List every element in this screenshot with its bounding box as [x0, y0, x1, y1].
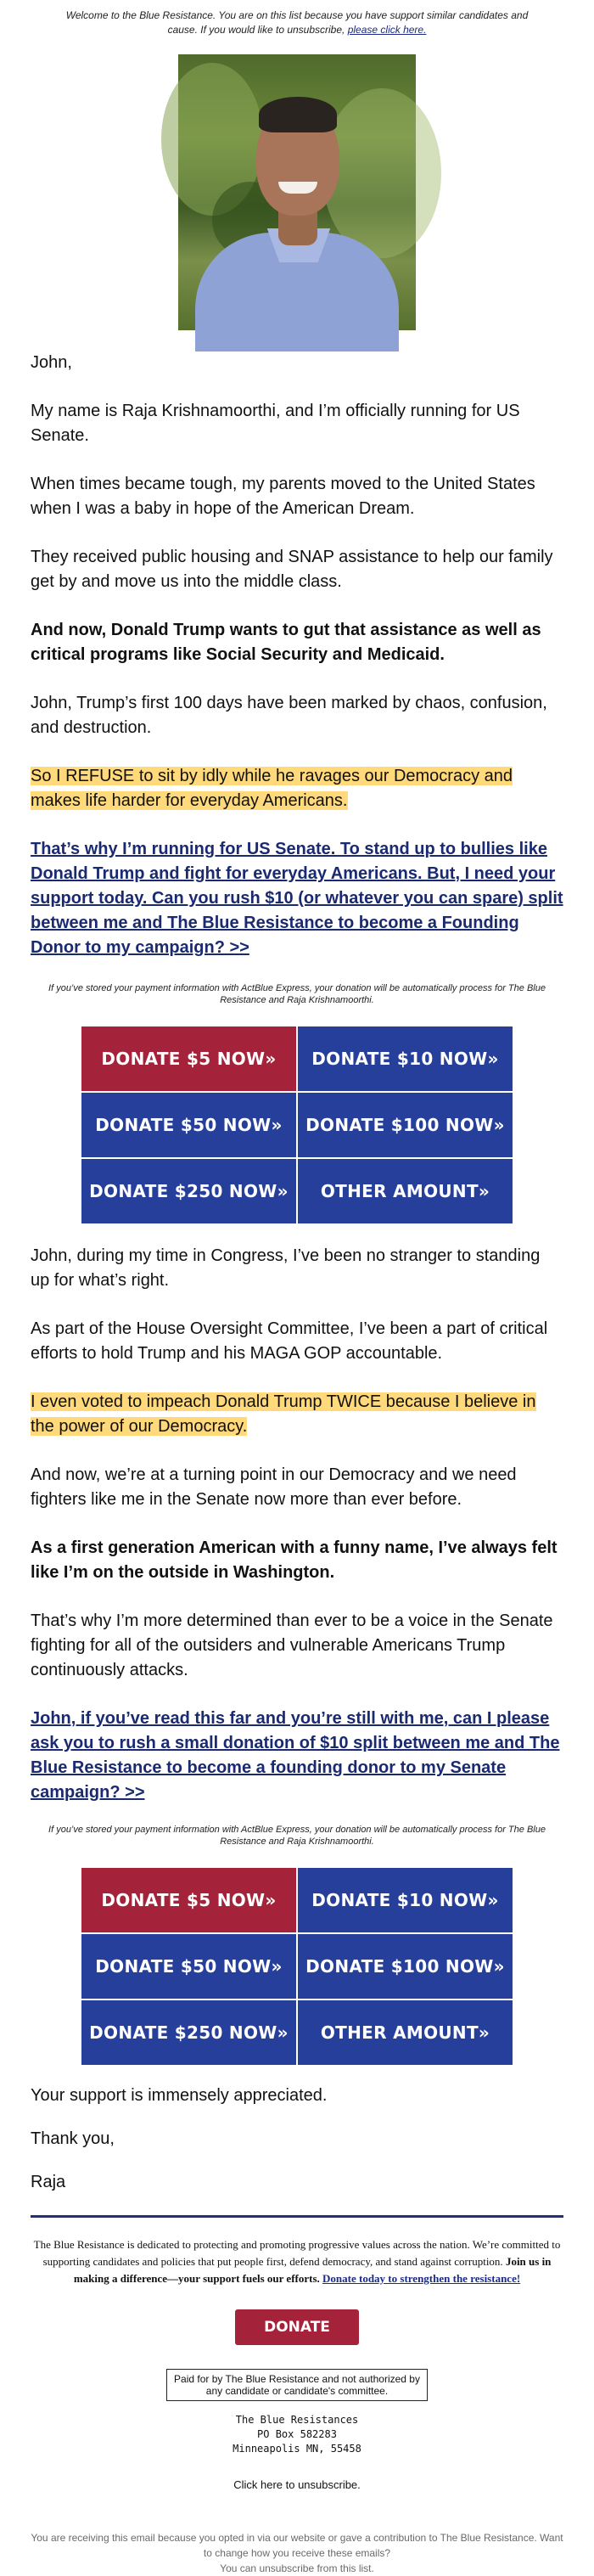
footer-donate-button[interactable]: DONATE: [235, 2309, 359, 2345]
donate-50-button[interactable]: DONATE $50 NOW»: [81, 1934, 296, 1999]
donate-250-button[interactable]: DONATE $250 NOW»: [81, 2000, 296, 2065]
paragraph-100-days: John, Trump’s first 100 days have been marked by chaos, confusion, and destruction.: [31, 694, 547, 737]
paid-for-disclaimer: Paid for by The Blue Resistance and not authorized by any candidate or candidate's committee.: [166, 2369, 428, 2401]
donate-50-button[interactable]: DONATE $50 NOW»: [81, 1093, 296, 1157]
paragraph-parents: When times became tough, my parents moved to the United States when I was a baby in hope of the American Dream.: [31, 475, 535, 518]
opt-in-note-text: You are receiving this email because you opted in via our website or gave a contribution to The Blue Resistance. Want to change how you receive these emails?: [31, 2532, 563, 2559]
paragraph-turning-point: And now, we’re at a turning point in our Democracy and we need fighters like me in the Senate now more than ever before.: [31, 1465, 517, 1509]
mission-bold: Join us in making a difference—your support fuels our efforts.: [73, 2255, 552, 2285]
unsubscribe-footer-link[interactable]: Click here to unsubscribe.: [233, 2478, 361, 2491]
closing: [0, 2084, 594, 2195]
highlight-text-impeach: I even voted to impeach Donald Trump TWICE because I believe in the power of our Democracy.: [31, 1392, 536, 1436]
city-state-zip: Minneapolis MN, 55458: [233, 2443, 361, 2455]
paragraph-congress: John, during my time in Congress, I’ve been no stranger to standing up for what’s right.: [31, 1246, 541, 1290]
candidate-photo: [178, 54, 416, 330]
donate-other-button[interactable]: OTHER AMOUNT»: [298, 1159, 513, 1223]
paragraph-trump-cuts: And now, Donald Trump wants to gut that assistance as well as critical programs like Social Security and Medicaid.: [31, 621, 541, 664]
donate-other-button[interactable]: OTHER AMOUNT»: [298, 2000, 513, 2065]
paragraph-first-generation: As a first generation American with a funny name, I’ve always felt like I’m on the outside in Washington.: [31, 1538, 558, 1582]
paragraph-assistance: They received public housing and SNAP assistance to help our family get by and move us into the middle class.: [31, 548, 553, 591]
cta-link-founding-donor[interactable]: John, if you’ve read this far and you’re still with me, can I please ask you to rush a small donation of $10 split between me and The Blue Resistance to become a founding donor to my Senate campaign? >>: [31, 1709, 560, 1802]
mailing-address: [0, 2413, 594, 2456]
appreciation: Your support is immensely appreciated.: [31, 2086, 328, 2105]
donate-5-button[interactable]: DONATE $5 NOW»: [81, 1868, 296, 1932]
donate-10-button[interactable]: DONATE $10 NOW»: [298, 1026, 513, 1091]
email-body-2: [0, 1244, 594, 1805]
email-body: [0, 351, 594, 960]
footer-mission: [0, 2218, 594, 2287]
donate-button-grid: [81, 1026, 513, 1223]
unsubscribe-link[interactable]: please click here.: [347, 24, 427, 36]
donate-10-button[interactable]: DONATE $10 NOW»: [298, 1868, 513, 1932]
org-name: The Blue Resistances: [235, 2414, 359, 2426]
paragraph-determined: That’s why I’m more determined than ever to be a voice in the Senate fighting for all of the outsiders and vulnerable Americans Trump continuously attacks.: [31, 1611, 553, 1679]
preheader: [0, 0, 594, 37]
actblue-fineprint: If you’ve stored your payment information with ActBlue Express, your donation will be automatically process for The Blue Resistance and Raja Krishnamoorthi.: [48, 983, 546, 1005]
po-box: PO Box 582283: [257, 2428, 337, 2440]
actblue-fineprint-2: If you’ve stored your payment information with ActBlue Express, your donation will be automatically process for The Blue Resistance and Raja Krishnamoorthi.: [48, 1825, 546, 1847]
mission-donate-link[interactable]: Donate today to strengthen the resistance!: [322, 2272, 521, 2285]
mission-text: The Blue Resistance is dedicated to protecting and promoting progressive values across the nation. We’re committed to supporting candidates and policies that put people first, defend democracy, and stand against corruption.: [33, 2238, 561, 2268]
greeting: John,: [31, 353, 72, 372]
highlight-text: So I REFUSE to sit by idly while he ravages our Democracy and makes life harder for everyday Americans.: [31, 767, 513, 810]
donate-button-grid-2: [81, 1868, 513, 2065]
signature: Raja: [31, 2173, 66, 2191]
donate-100-button[interactable]: DONATE $100 NOW»: [298, 1093, 513, 1157]
paragraph-impeach-highlight: [31, 1390, 563, 1439]
paragraph-intro: My name is Raja Krishnamoorthi, and I’m officially running for US Senate.: [31, 402, 520, 445]
opt-in-note: [0, 2491, 594, 2576]
preheader-text: Welcome to the Blue Resistance. You are on this list because you have support similar candidates and cause. If you would like to unsubscribe,: [65, 9, 529, 36]
thank-you: Thank you,: [31, 2129, 115, 2148]
donate-5-button[interactable]: DONATE $5 NOW»: [81, 1026, 296, 1091]
paragraph-refuse-highlight: [31, 764, 563, 813]
donate-100-button[interactable]: DONATE $100 NOW»: [298, 1934, 513, 1999]
donate-250-button[interactable]: DONATE $250 NOW»: [81, 1159, 296, 1223]
paragraph-oversight: As part of the House Oversight Committee, I’ve been a part of critical efforts to hold Trump and his MAGA GOP accountable.: [31, 1319, 548, 1363]
cta-link-senate[interactable]: That’s why I’m running for US Senate. To stand up to bullies like Donald Trump and fight for everyday Americans. But, I need your support today. Can you rush $10 (or whatever you can spare) split between me and The Blue Resistance to become a Founding Donor to my campaign? >>: [31, 840, 563, 957]
opt-in-note-unsub[interactable]: You can unsubscribe from this list.: [220, 2562, 374, 2574]
